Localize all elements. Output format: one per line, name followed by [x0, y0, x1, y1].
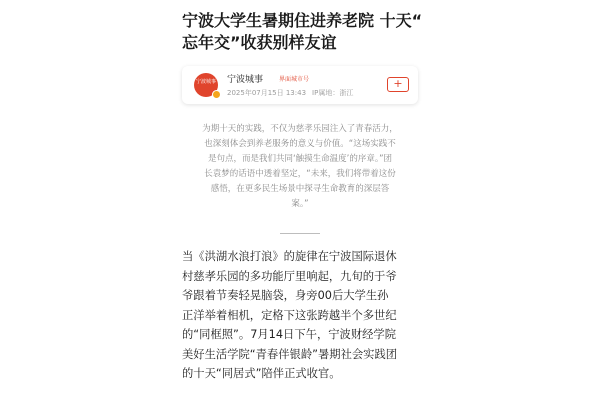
body-line: 的十天“同居式”陪伴正式收官。 — [182, 367, 341, 380]
article-title-line: 宁波大学生暑期住进养老院 十天“ — [182, 11, 423, 30]
quote-line: 是句点，而是我们共同‘触摸生命温度’的序章。”团 — [207, 154, 393, 164]
quote-line: 案。” — [291, 199, 309, 209]
section-divider — [280, 233, 320, 234]
body-line: 村慈孝乐园的多功能厅里响起，九旬的于爷 — [182, 269, 397, 283]
body-line: 美好生活学院“青春伴银龄”暑期社会实践团 — [182, 347, 398, 361]
article-container — [170, 0, 430, 400]
author-card[interactable] — [182, 66, 418, 104]
follow-button[interactable]: + — [387, 77, 409, 92]
author-avatar-text: 宁波城事 — [195, 79, 216, 85]
article-title — [182, 10, 422, 54]
body-line: 爷跟着节奏轻晃脑袋，身旁00后大学生孙 — [182, 289, 389, 302]
ip-location: IP属地：浙江 — [312, 89, 354, 97]
quote-line: 感悟，在更多民生场景中探寻生命教育的深层答 — [210, 184, 390, 194]
publish-meta — [227, 88, 353, 98]
author-tag: 界面城市号 — [279, 76, 310, 83]
body-line: 正洋举着相机，定格下这张跨越半个多世纪 — [182, 308, 397, 322]
verified-badge-icon — [212, 90, 221, 99]
quote-line: 长袁梦的话语中透着坚定，“未来，我们将带着这份 — [204, 169, 396, 179]
body-line: 的“同框照”。7月14日下午，宁波财经学院 — [182, 328, 397, 341]
quote-line: 为期十天的实践，不仅为慈孝乐园注入了青春活力， — [202, 124, 398, 134]
publish-timestamp: 2025年07月15日 13:43 — [227, 89, 307, 97]
quote-line: 也深刻体会到养老服务的意义与价值。“这场实践不 — [204, 139, 396, 149]
article-summary-quote — [184, 122, 416, 212]
article-body — [182, 247, 422, 384]
article-title-line: 忘年交”收获别样友谊 — [182, 33, 337, 52]
body-line: 当《洪湖水浪打浪》的旋律在宁波国际退休 — [182, 250, 397, 263]
author-name[interactable]: 宁波城事 — [227, 75, 264, 85]
